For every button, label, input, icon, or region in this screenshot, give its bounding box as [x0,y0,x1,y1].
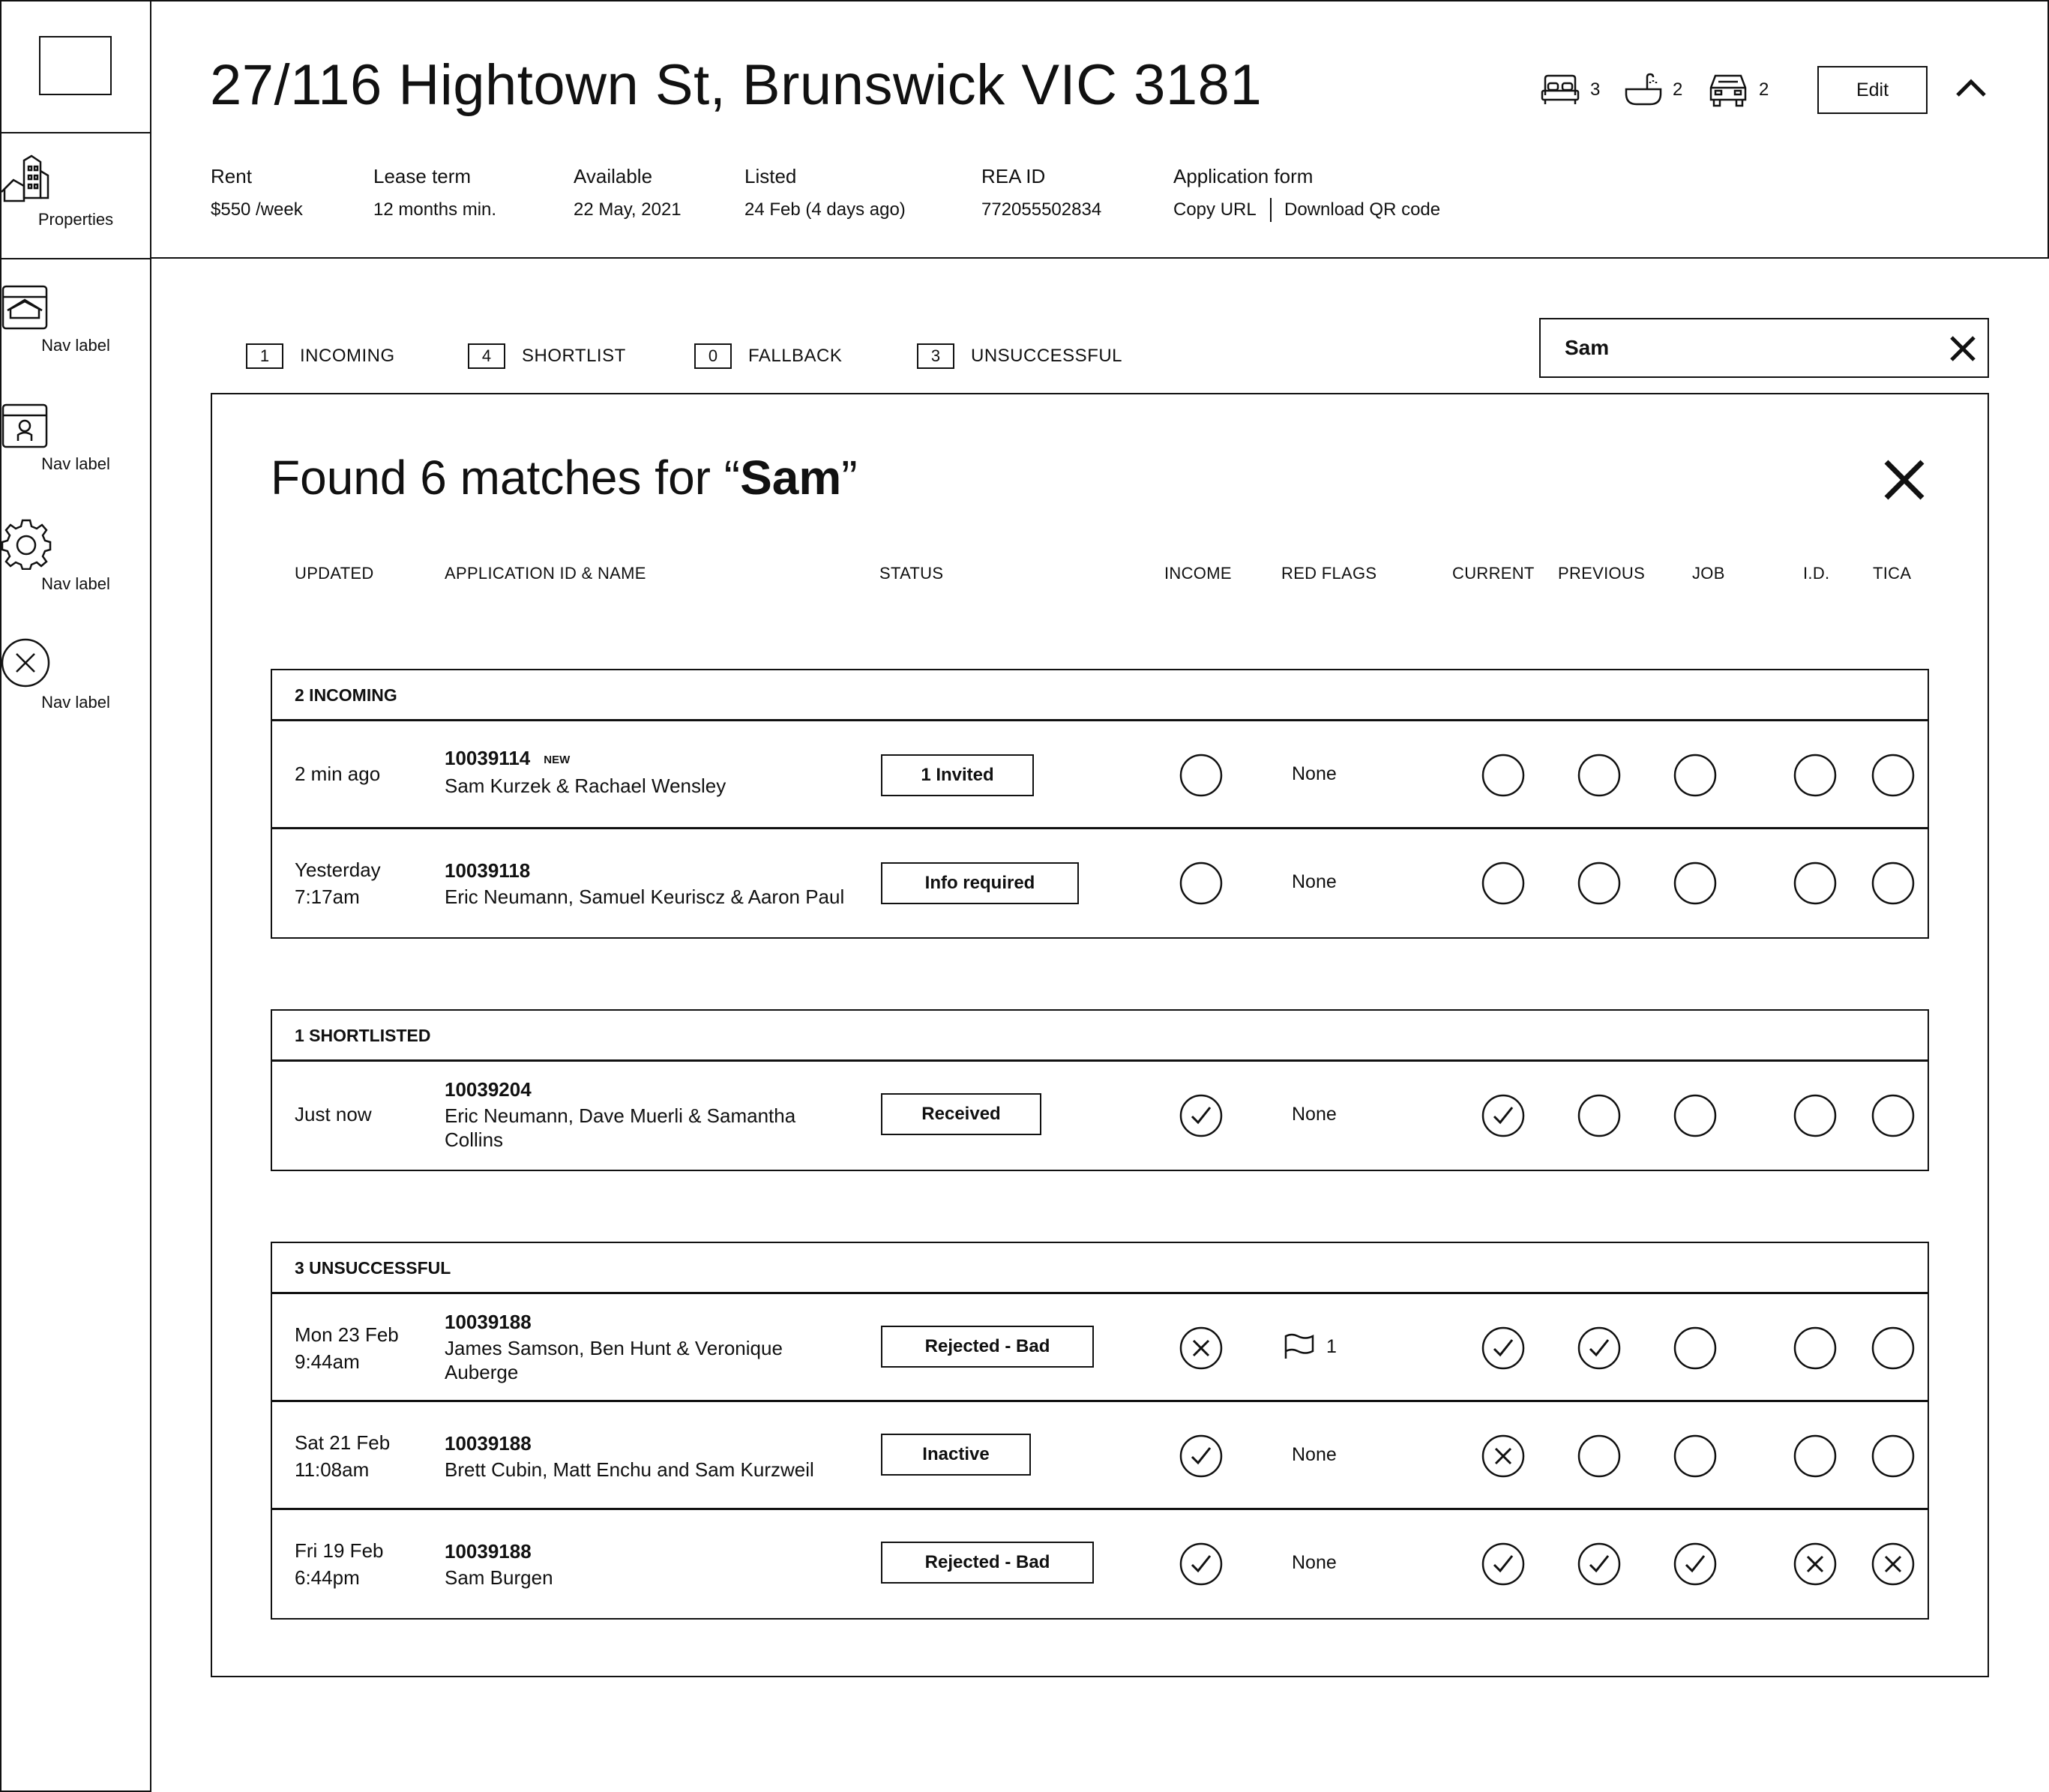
column-header-previous[interactable]: PREVIOUS [1558,564,1646,583]
current-check-circle-icon [1481,1094,1525,1137]
updated-line: 7:17am [295,886,360,908]
tab-incoming[interactable] [246,343,395,369]
sidebar-divider [0,132,151,133]
available-label: Available [574,165,653,187]
updated-line: Just now [295,1103,372,1125]
sidebar-item-nav-4[interactable] [0,637,151,712]
table-row[interactable] [272,1062,1928,1170]
application-form-label: Application form [1173,165,1314,187]
tab-label: SHORTLIST [522,346,626,366]
bedrooms-feature [1541,71,1600,109]
results-title-prefix: Found 6 matches for “ [271,451,741,505]
previous-empty-circle-icon [1577,754,1621,797]
column-header-application[interactable]: APPLICATION ID & NAME [445,564,646,583]
idc-cross-circle-icon [1793,1542,1837,1586]
results-title [271,450,858,505]
results-group-shortlisted [271,1009,1929,1171]
updated-line: Mon 23 Feb [295,1323,399,1346]
tica-empty-circle-icon [1871,1094,1915,1137]
applicant-names: Sam Burgen [445,1566,553,1589]
tab-label: UNSUCCESSFUL [971,346,1123,366]
link-divider [1270,198,1272,222]
current-check-circle-icon [1481,1542,1525,1586]
status-button[interactable]: Received [881,1093,1041,1135]
updated-line: Yesterday [295,859,381,881]
status-button[interactable]: 1 Invited [881,754,1034,796]
page-title: 27/116 Hightown St, Brunswick VIC 3181 [210,53,1263,117]
bathrooms-feature [1625,71,1682,109]
parking-count: 2 [1759,79,1769,100]
application-id-text: 10039114 [445,747,531,769]
applicant-names: Brett Cubin, Matt Enchu and Sam Kurzweil [445,1458,814,1481]
bathrooms-count: 2 [1673,79,1683,100]
job-empty-circle-icon [1673,1326,1717,1370]
car-icon [1708,73,1748,107]
sidebar-item-nav-1[interactable] [0,283,151,355]
updated-line: 11:08am [295,1458,370,1481]
sidebar-item-nav-3[interactable] [0,517,151,594]
sidebar-item-label: Properties [37,210,114,229]
updated-line: Sat 21 Feb [295,1431,391,1454]
applicant-names: Eric Neumann, Dave Muerli & Samantha Collins [445,1104,796,1151]
previous-empty-circle-icon [1577,862,1621,905]
collapse-chevron-icon[interactable] [1955,76,1988,98]
parking-feature [1708,71,1769,109]
idc-empty-circle-icon [1793,1094,1837,1137]
results-group-incoming [271,669,1929,939]
application-id: 10039188 [445,1432,532,1455]
tab-fallback[interactable] [694,343,842,369]
applicant-names: Eric Neumann, Samuel Keuriscz & Aaron Paul [445,886,845,908]
rea-label: REA ID [981,165,1046,187]
available-value: 22 May, 2021 [574,199,682,220]
status-button[interactable]: Rejected - Bad [881,1542,1094,1584]
income-cross-circle-icon [1179,1326,1223,1370]
updated-line: Fri 19 Feb [295,1539,384,1562]
sidebar-divider [0,258,151,259]
results-group-unsuccessful [271,1242,1929,1620]
bedrooms-count: 3 [1590,79,1601,100]
status-button[interactable]: Rejected - Bad [881,1326,1094,1368]
column-header-job[interactable]: JOB [1692,564,1725,583]
close-results-icon[interactable] [1882,457,1927,502]
current-empty-circle-icon [1481,862,1525,905]
tab-unsuccessful[interactable] [917,343,1122,369]
application-id: 10039118 [445,859,531,882]
updated-line: 6:44pm [295,1566,360,1589]
copy-url-link[interactable]: Copy URL [1173,199,1257,220]
previous-check-circle-icon [1577,1542,1621,1586]
new-badge: NEW [544,753,571,766]
status-button[interactable]: Inactive [881,1434,1031,1476]
job-empty-circle-icon [1673,862,1717,905]
application-id: 10039188 [445,1311,532,1333]
tab-count: 3 [917,343,954,369]
bath-icon [1625,71,1662,109]
current-empty-circle-icon [1481,754,1525,797]
gear-icon [0,517,151,570]
sidebar [0,0,151,1792]
red-flags-count: 1 [1326,1336,1337,1357]
tab-label: FALLBACK [748,346,843,366]
tab-count: 0 [694,343,732,369]
table-row[interactable] [272,721,1928,829]
buildings-icon [0,153,151,205]
listed-label: Listed [744,165,797,187]
close-circle-icon [0,637,151,688]
tab-shortlist[interactable] [468,343,626,369]
red-flags-value: None [1292,763,1337,784]
job-check-circle-icon [1673,1542,1717,1586]
job-empty-circle-icon [1673,1434,1717,1478]
results-title-term: Sam [740,451,842,505]
income-empty-circle-icon [1179,754,1223,797]
income-check-circle-icon [1179,1094,1223,1137]
job-empty-circle-icon [1673,754,1717,797]
results-title-suffix: ” [841,451,858,505]
idc-empty-circle-icon [1793,1434,1837,1478]
income-check-circle-icon [1179,1542,1223,1586]
clear-search-icon[interactable] [1949,334,1977,363]
red-flags-value: None [1292,1552,1337,1573]
previous-check-circle-icon [1577,1326,1621,1370]
red-flags-value: None [1292,1444,1337,1465]
column-header-id[interactable]: I.D. [1803,564,1830,583]
rea-value: 772055502834 [981,199,1102,220]
sidebar-item-label: Nav label [41,454,110,473]
logo-placeholder[interactable] [39,36,112,95]
tica-empty-circle-icon [1871,1434,1915,1478]
idc-empty-circle-icon [1793,754,1837,797]
tica-empty-circle-icon [1871,862,1915,905]
tica-cross-circle-icon [1871,1542,1915,1586]
tica-empty-circle-icon [1871,754,1915,797]
application-id: 10039204 [445,1078,532,1101]
column-header-updated[interactable]: UPDATED [295,564,374,583]
current-check-circle-icon [1481,1326,1525,1370]
income-empty-circle-icon [1179,862,1223,905]
group-header: 1 SHORTLISTED [272,1011,1928,1062]
column-header-current[interactable]: CURRENT [1452,564,1535,583]
group-header: 3 UNSUCCESSFUL [272,1243,1928,1294]
applicant-names: Sam Kurzek & Rachael Wensley [445,775,726,797]
table-row[interactable] [272,829,1928,937]
table-row[interactable] [272,1402,1928,1510]
group-header: 2 INCOMING [272,670,1928,721]
sidebar-item-nav-2[interactable] [0,402,151,474]
house-box-icon [0,283,151,331]
lease-value: 12 months min. [373,199,497,220]
sidebar-item-properties[interactable] [0,153,151,229]
previous-empty-circle-icon [1577,1094,1621,1137]
sidebar-item-label: Nav label [41,574,110,593]
edit-button[interactable]: Edit [1817,66,1928,114]
column-header-status[interactable]: STATUS [879,564,944,583]
table-row[interactable] [272,1294,1928,1402]
idc-empty-circle-icon [1793,1326,1837,1370]
search-box [1539,318,1989,378]
rent-value: $550 /week [211,199,303,220]
previous-empty-circle-icon [1577,1434,1621,1478]
application-id [445,747,570,770]
tab-label: INCOMING [300,346,395,366]
tica-empty-circle-icon [1871,1326,1915,1370]
income-check-circle-icon [1179,1434,1223,1478]
updated-line: 2 min ago [295,763,381,785]
column-header-income[interactable]: INCOME [1164,564,1232,583]
application-id: 10039188 [445,1540,532,1563]
red-flags-value: None [1292,1104,1337,1125]
updated-line: 9:44am [295,1350,360,1373]
tab-count: 1 [246,343,283,369]
column-header-red-flags[interactable]: RED FLAGS [1281,564,1377,583]
download-qr-link[interactable]: Download QR code [1284,199,1441,220]
applicant-names: James Samson, Ben Hunt & Veronique Auberge [445,1337,783,1383]
bed-icon [1541,73,1580,107]
rent-label: Rent [211,165,252,187]
column-header-tica[interactable]: TICA [1873,564,1912,583]
listed-value: 24 Feb (4 days ago) [744,199,906,220]
job-empty-circle-icon [1673,1094,1717,1137]
red-flags-value: None [1292,871,1337,892]
current-cross-circle-icon [1481,1434,1525,1478]
idc-empty-circle-icon [1793,862,1837,905]
status-button[interactable]: Info required [881,862,1079,904]
search-input[interactable] [1565,331,1925,364]
person-box-icon [0,402,151,450]
lease-label: Lease term [373,165,472,187]
tab-count: 4 [468,343,505,369]
flag-icon [1283,1333,1317,1360]
sidebar-item-label: Nav label [41,693,110,712]
sidebar-item-label: Nav label [41,336,110,355]
table-row[interactable] [272,1510,1928,1618]
